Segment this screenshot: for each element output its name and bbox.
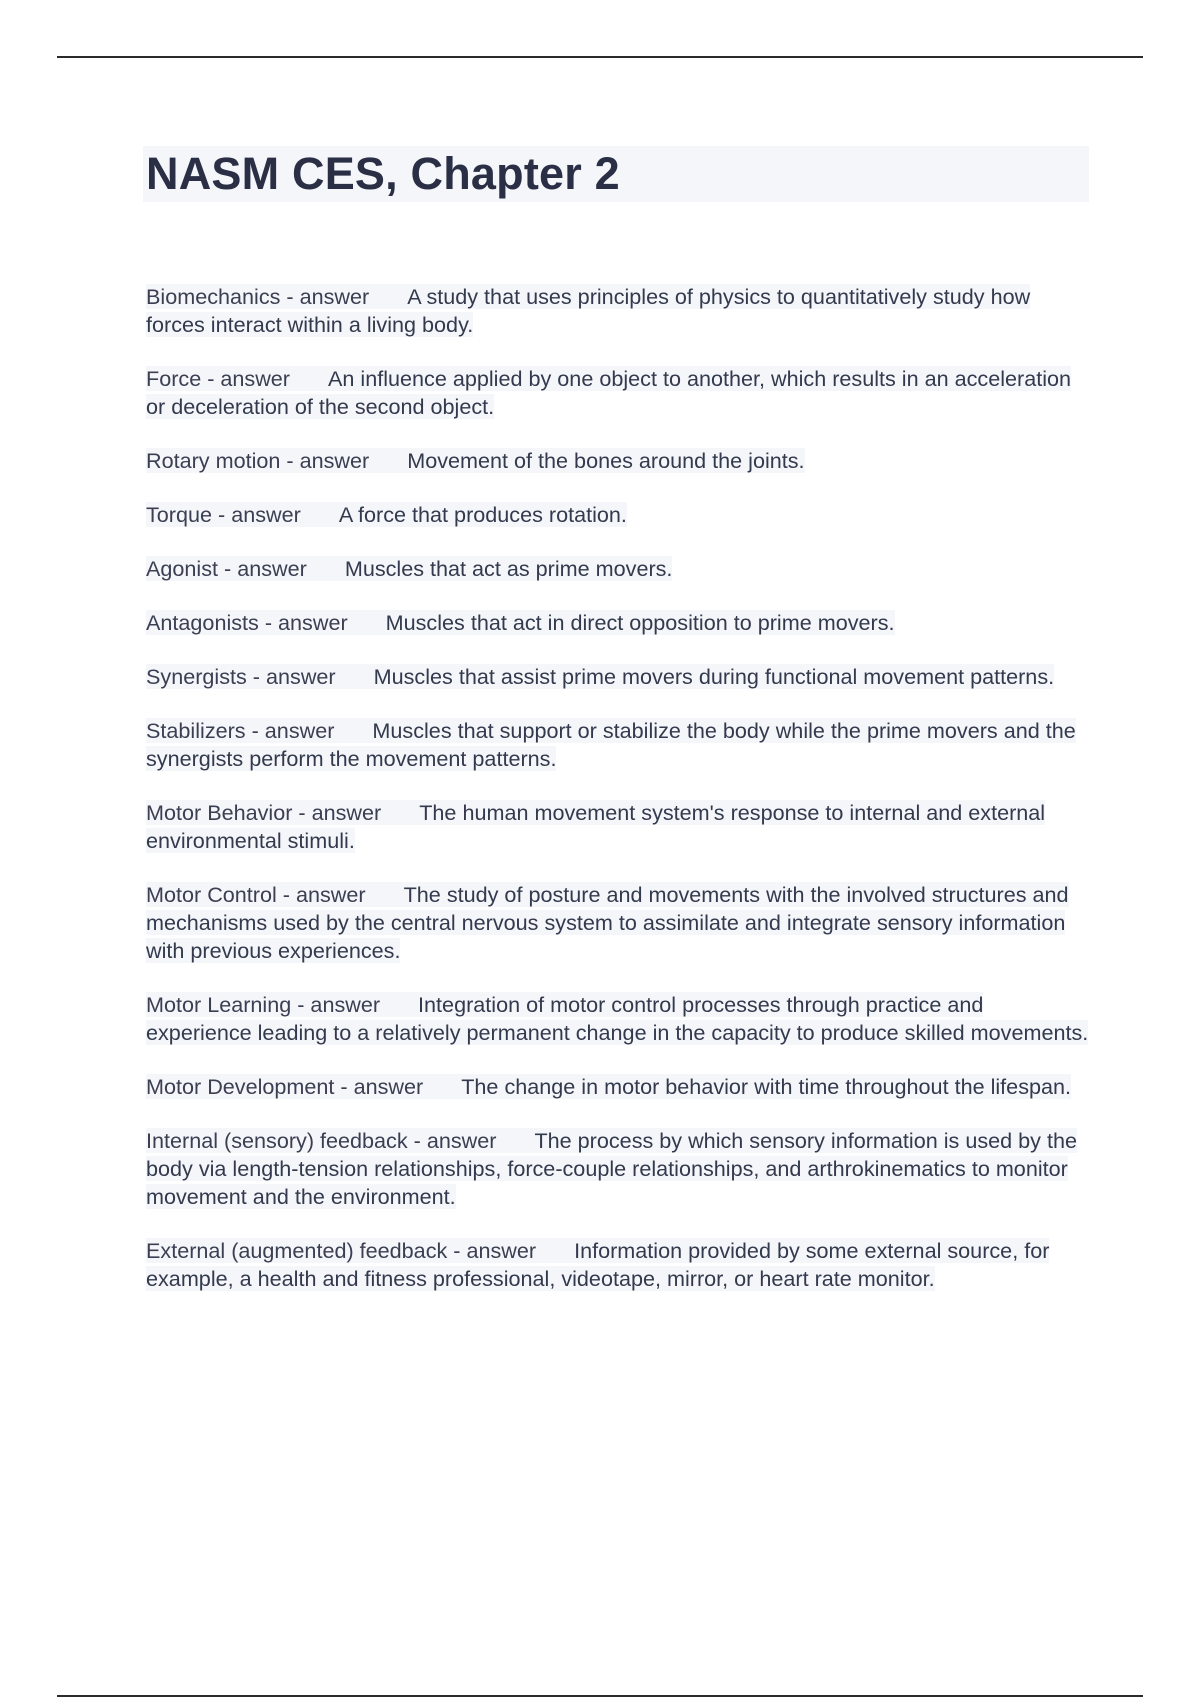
page-title: NASM CES, Chapter 2 [143,146,1089,202]
list-item [146,799,1090,855]
list-item [146,717,1090,773]
definition: The change in motor behavior with time throughout the lifespan. [461,1074,1072,1099]
definition: Muscles that support or stabilize the body while the prime movers and the synergists perform the movement patterns. [146,718,1076,771]
qa-list [146,283,1090,1319]
definition: A study that uses principles of physics to quantitatively study how forces interact within a living body. [146,284,1031,337]
term: Torque - answer [146,502,301,527]
definition: Integration of motor control processes through practice and experience leading to a relatively permanent change in the capacity to produce skilled movements. [146,992,1089,1045]
term: Motor Development - answer [146,1074,424,1099]
definition: An influence applied by one object to another, which results in an acceleration or deceleration of the second object. [146,366,1072,419]
definition: A force that produces rotation. [338,502,627,527]
definition: Movement of the bones around the joints. [407,448,805,473]
list-item [146,555,1090,583]
list-item [146,881,1090,965]
list-item [146,609,1090,637]
list-item [146,1073,1090,1101]
term: Force - answer [146,366,290,391]
term: Motor Control - answer [146,882,366,907]
term: Agonist - answer [146,556,307,581]
list-item [146,501,1090,529]
definition: Information provided by some external source, for example, a health and fitness professional, videotape, mirror, or heart rate monitor. [146,1238,1050,1291]
list-item [146,365,1090,421]
term: Biomechanics - answer [146,284,370,309]
definition: Muscles that act as prime movers. [344,556,673,581]
term: Internal (sensory) feedback - answer [146,1128,497,1153]
bottom-rule [57,1695,1143,1697]
list-item [146,283,1090,339]
term: Antagonists - answer [146,610,348,635]
list-item [146,447,1090,475]
top-rule [57,56,1143,58]
list-item [146,1237,1090,1293]
term: Synergists - answer [146,664,336,689]
list-item [146,663,1090,691]
definition: The human movement system's response to internal and external environmental stimuli. [146,800,1046,853]
term: External (augmented) feedback - answer [146,1238,537,1263]
definition: The study of posture and movements with the involved structures and mechanisms used by the central nervous system to assimilate and integrate sensory information with previous experiences. [146,882,1069,963]
list-item [146,1127,1090,1211]
definition: The process by which sensory information is used by the body via length-tension relationships, force-couple relationships, and arthrokinematics to monitor movement and the environment. [146,1128,1077,1209]
term: Motor Behavior - answer [146,800,382,825]
list-item [146,991,1090,1047]
definition: Muscles that assist prime movers during functional movement patterns. [373,664,1055,689]
term: Stabilizers - answer [146,718,335,743]
term: Rotary motion - answer [146,448,370,473]
term: Motor Learning - answer [146,992,381,1017]
definition: Muscles that act in direct opposition to prime movers. [385,610,895,635]
